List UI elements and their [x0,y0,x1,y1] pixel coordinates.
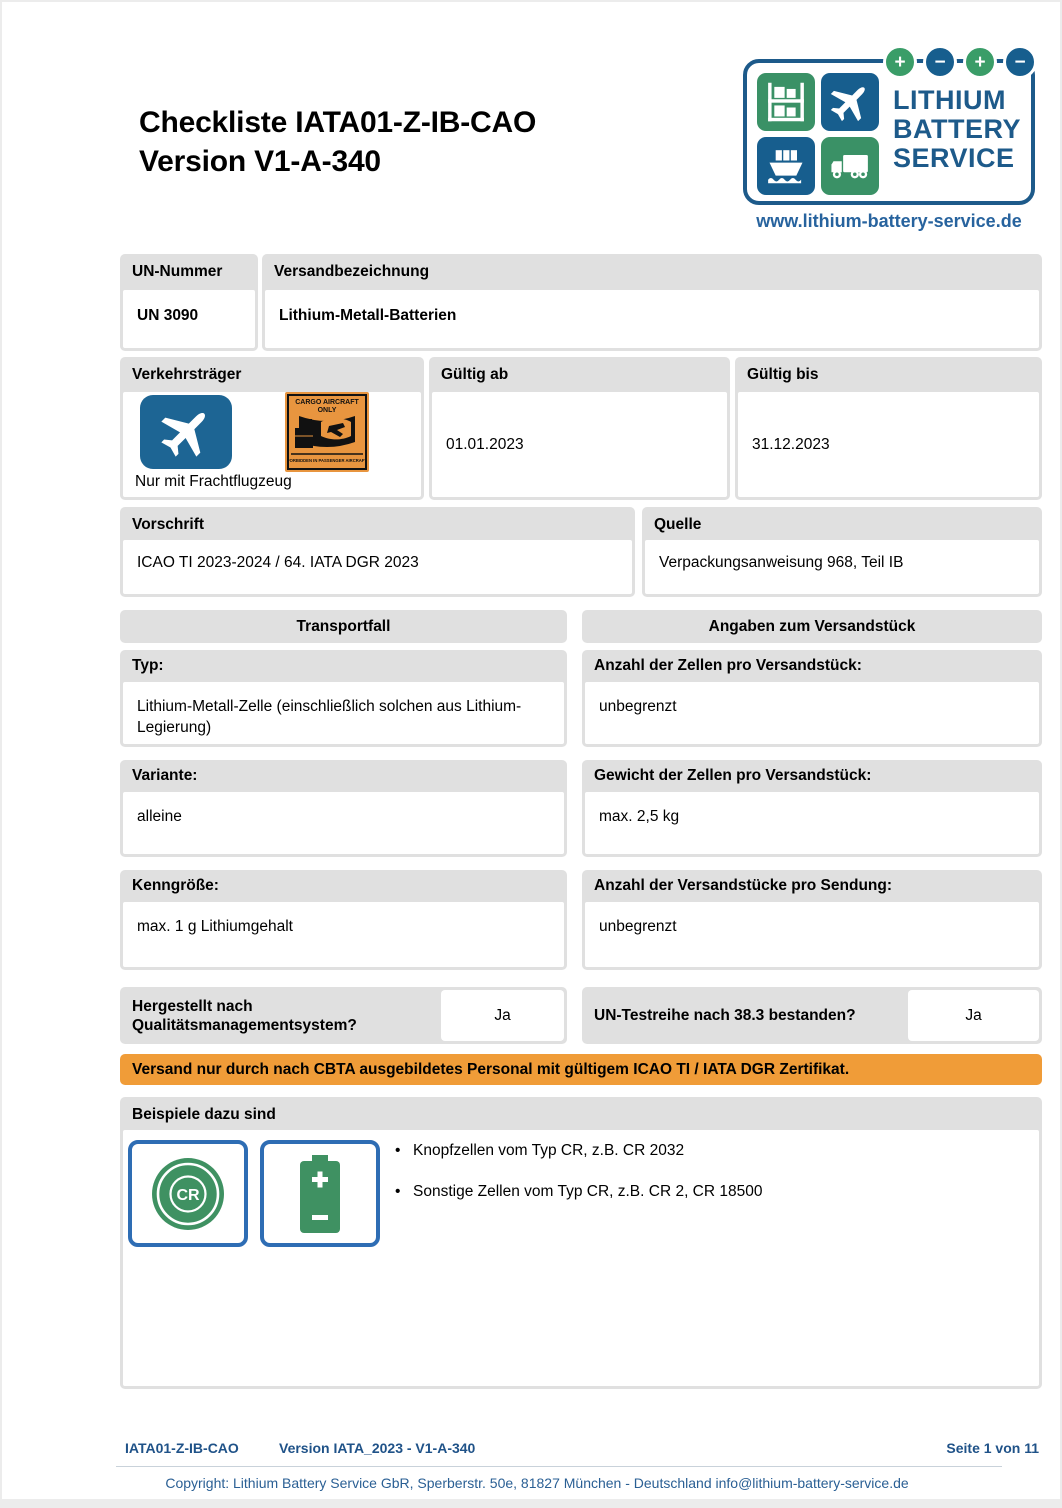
cargo-aircraft-only-icon [285,392,369,472]
coin-cell-cr-icon [149,1155,227,1233]
valid-to-card [735,357,1042,500]
valid-from-header: Gültig ab [441,366,509,383]
airplane-icon [148,394,224,470]
transport-variant-value: alleine [123,792,564,854]
weight-per-package-label: Gewicht der Zellen pro Versandstück: [594,767,872,784]
un-number-value: UN 3090 [123,290,255,348]
examples-list [395,1142,762,1224]
carrier-caption: Nur mit Frachtflugzeug [135,473,292,490]
un-number-header: UN-Nummer [132,263,223,280]
list-item [395,1142,762,1160]
website-link[interactable]: www.lithium-battery-service.de [756,211,1022,231]
minus-icon: − [923,45,957,79]
cargo-aircraft-only-label [285,392,369,477]
svg-text:CR: CR [176,1186,200,1204]
regulation-header: Vorschrift [132,516,205,533]
page-title-line2: Version V1-A-340 [139,145,381,178]
example-item-text: Sonstige Zellen vom Typ CR, z.B. CR 2, CR 18500 [413,1183,763,1200]
examples-header: Beispiele dazu sind [132,1106,276,1123]
plus-icon: + [963,45,997,79]
warehouse-tile [757,73,815,131]
footer-page-number: Seite 1 von 11 [946,1440,1039,1456]
source-header: Quelle [654,516,702,533]
bullet-icon: • [395,1142,401,1159]
list-item [395,1183,762,1201]
cells-per-package-value: unbegrenzt [585,682,1039,744]
footer-doc-id: IATA01-Z-IB-CAO [125,1440,239,1456]
svg-text:ONLY: ONLY [317,407,337,414]
source-card [642,507,1042,597]
airplane-tile [821,73,879,131]
logo-word-service: SERVICE [893,143,1015,173]
shipping-name-value: Lithium-Metall-Batterien [265,290,1039,348]
footer-copyright: Copyright: Lithium Battery Service GbR, Sperberstr. 50e, 81827 München - Deutschland info@lithium-battery-service.de [165,1475,909,1491]
page-bottom-edge [2,1499,1062,1506]
cargo-plane-tile [140,395,232,469]
transport-type-value: Lithium-Metall-Zelle (einschließlich solchen aus Lithium-Legierung) [123,682,564,744]
regulation-value: ICAO TI 2023-2024 / 64. IATA DGR 2023 [123,540,632,594]
regulation-card [120,507,635,597]
logo-word-lithium: LITHIUM [893,85,1006,115]
transport-type-row [120,650,567,747]
transport-case-title: Transportfall [120,610,567,643]
un-test-answer: Ja [908,990,1039,1041]
truck-tile [821,137,879,195]
transport-variant-label: Variante: [132,767,198,784]
transport-type-label: Typ: [132,657,164,674]
valid-from-value: 01.01.2023 [432,392,727,497]
un-test-question-card [582,987,1042,1044]
ship-tile [757,137,815,195]
footer-divider [116,1466,1002,1467]
transport-variant-row [120,760,567,857]
logo-transport-tiles [757,73,879,195]
carrier-card [120,357,424,500]
example-item-text: Knopfzellen vom Typ CR, z.B. CR 2032 [413,1142,685,1159]
battery-cell-card [260,1140,380,1247]
svg-text:CARGO AIRCRAFT: CARGO AIRCRAFT [295,399,359,406]
cbta-notice-banner: Versand nur durch nach CBTA ausgebildetes Personal mit gültigem ICAO TI / IATA DGR Zertifikat. [120,1054,1042,1085]
company-logo [743,51,1035,205]
battery-icon [295,1153,345,1235]
carrier-content [123,392,421,497]
weight-per-package-value: max. 2,5 kg [585,792,1039,854]
examples-content [123,1130,1039,1386]
svg-text:FORBIDDEN IN PASSENGER AIRCRAF: FORBIDDEN IN PASSENGER AIRCRAFT [287,458,367,463]
package-info-title: Angaben zum Versandstück [582,610,1042,643]
valid-to-header: Gültig bis [747,366,819,383]
ship-icon [764,144,808,188]
warehouse-icon [764,80,808,124]
shipping-name-card [262,254,1042,351]
transport-parameter-value: max. 1 g Lithiumgehalt [123,902,564,967]
weight-per-package-row [582,760,1042,857]
packages-per-shipment-row [582,870,1042,970]
polarity-circles [883,45,1037,79]
packages-per-shipment-value: unbegrenzt [585,902,1039,967]
shipping-name-header: Versandbezeichnung [274,263,430,280]
cells-per-package-label: Anzahl der Zellen pro Versandstück: [594,657,862,674]
plus-icon: + [883,45,917,79]
un-test-question-label: UN-Testreihe nach 38.3 bestanden? [594,1007,856,1024]
page-title-line1: Checkliste IATA01-Z-IB-CAO [139,106,537,139]
airplane-icon [820,72,879,131]
carrier-header: Verkehrsträger [132,366,242,383]
examples-card [120,1097,1042,1389]
logo-word-battery: BATTERY [893,114,1021,144]
qms-answer: Ja [441,990,564,1041]
packages-per-shipment-label: Anzahl der Versandstücke pro Sendung: [594,877,893,894]
bullet-icon: • [395,1183,401,1200]
valid-to-value: 31.12.2023 [738,392,1039,497]
minus-icon: − [1003,45,1037,79]
qms-question-card [120,987,567,1044]
truck-icon [828,144,872,188]
footer [2,1440,1062,1458]
valid-from-card [429,357,730,500]
footer-version: Version IATA_2023 - V1-A-340 [279,1440,476,1456]
qms-question-label: Hergestellt nach Qualitätsmanagementsystem? [132,997,357,1034]
transport-parameter-label: Kenngröße: [132,877,219,894]
transport-parameter-row [120,870,567,970]
page-title [139,103,536,181]
logo-wordmark [893,86,1021,173]
un-number-card [120,254,258,351]
source-value: Verpackungsanweisung 968, Teil IB [645,540,1039,594]
cells-per-package-row [582,650,1042,747]
coin-cell-card [128,1140,248,1247]
